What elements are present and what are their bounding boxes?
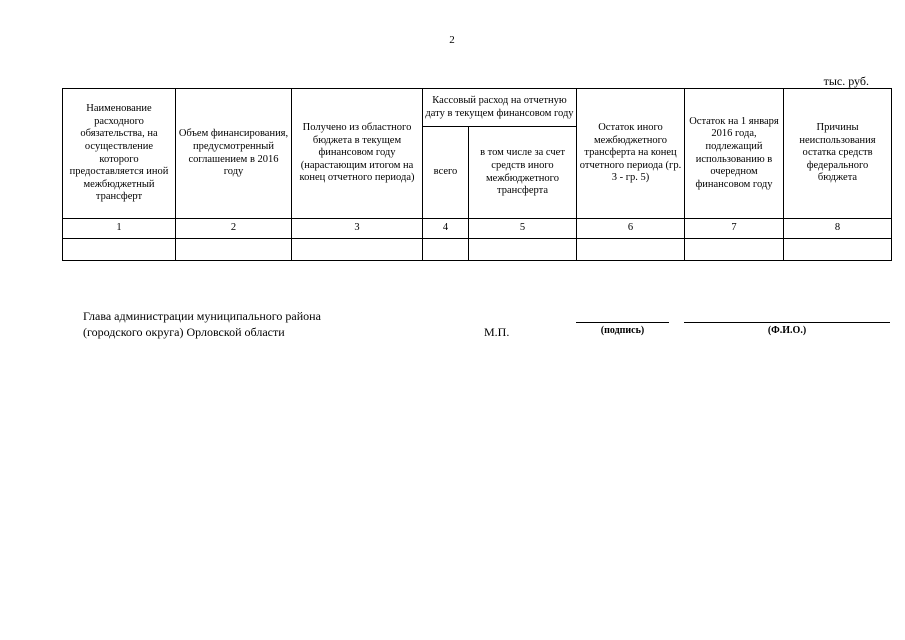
signature-caption: (подпись)	[600, 325, 645, 336]
signatory-title	[83, 308, 321, 340]
header-balance-jan1: Остаток на 1 января 2016 года, подлежащий использованию в очередном финансовом году	[685, 89, 784, 219]
column-number: 1	[63, 219, 176, 239]
table-cell	[784, 239, 892, 261]
table-cell	[63, 239, 176, 261]
header-cash-transfer: в том числе за счет средств иного межбюджетного трансферта	[469, 127, 577, 219]
signatory-title-line2: (городского округа) Орловской области	[83, 325, 285, 339]
units-label: тыс. руб.	[823, 74, 869, 88]
column-number: 6	[577, 219, 685, 239]
column-number: 7	[685, 219, 784, 239]
table-cell	[577, 239, 685, 261]
signature-line	[576, 322, 669, 323]
table-row	[63, 239, 892, 261]
column-number: 4	[423, 219, 469, 239]
column-number: 2	[176, 219, 292, 239]
header-cash-total: всего	[423, 127, 469, 219]
column-number: 5	[469, 219, 577, 239]
header-transfer-balance: Остаток иного межбюджетного трансферта на конец отчетного периода (гр. 3 - гр. 5)	[577, 89, 685, 219]
table-cell	[685, 239, 784, 261]
report-table	[62, 88, 892, 261]
header-received-regional: Получено из областного бюджета в текущем финансовом году (нарастающим итогом на конец отчетного периода)	[292, 89, 423, 219]
table-cell	[469, 239, 577, 261]
table-cell	[176, 239, 292, 261]
signatory-title-line1: Глава администрации муниципального района	[83, 309, 321, 323]
column-number: 3	[292, 219, 423, 239]
header-cash-expense-group: Кассовый расход на отчетную дату в текущем финансовом году	[423, 89, 577, 127]
table-cell	[292, 239, 423, 261]
header-obligation-name: Наименование расходного обязательства, на осуществление которого предоставляется иной межбюджетный трансферт	[63, 89, 176, 219]
name-caption: (Ф.И.О.)	[767, 325, 807, 336]
page-number: 2	[449, 34, 455, 46]
column-number: 8	[784, 219, 892, 239]
stamp-label: М.П.	[484, 325, 510, 339]
header-unused-reasons: Причины неиспользования остатка средств федерального бюджета	[784, 89, 892, 219]
header-financing-volume: Объем финансирования, предусмотренный соглашением в 2016 году	[176, 89, 292, 219]
column-number-row	[63, 219, 892, 239]
name-line	[684, 322, 890, 323]
table-cell	[423, 239, 469, 261]
